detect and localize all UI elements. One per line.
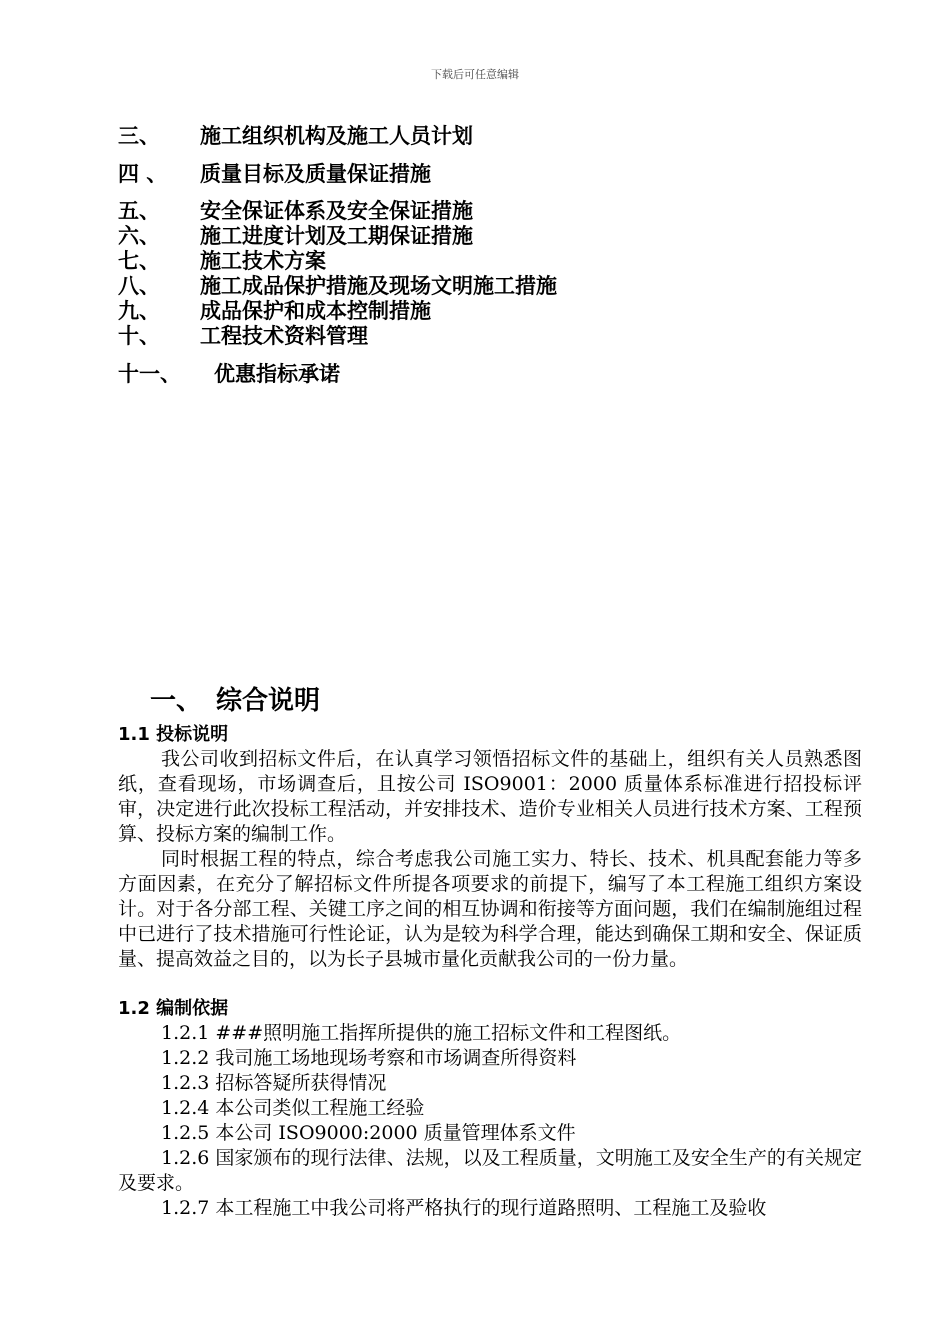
toc-number: 七、 bbox=[118, 249, 160, 273]
toc-item bbox=[118, 199, 473, 224]
toc-number: 三、 bbox=[118, 124, 160, 148]
list-item: 1.2.7 本工程施工中我公司将严格执行的现行道路照明、工程施工及验收 bbox=[161, 1197, 767, 1219]
list-item: 1.2.1 ###照明施工指挥所提供的施工招标文件和工程图纸。 bbox=[161, 1022, 682, 1044]
toc-number: 四 、 bbox=[118, 162, 168, 186]
toc-item bbox=[118, 224, 473, 249]
toc-number: 六、 bbox=[118, 224, 160, 248]
toc-title: 施工成品保护措施及现场文明施工措施 bbox=[200, 274, 557, 298]
page-header: 下载后可任意编辑 bbox=[431, 68, 519, 81]
toc-number: 八、 bbox=[118, 274, 160, 298]
paragraph: 我公司收到招标文件后，在认真学习领悟招标文件的基础上，组织有关人员熟悉图纸，查看现场，市场调查后，且按公司 ISO9001：2000 质量体系标准进行招投标评审，决定进行此次投标工程活动，并安排技术、造价专业相关人员进行技术方案、工程预算、投标方案的编制工作。 bbox=[118, 748, 862, 845]
toc-title: 工程技术资料管理 bbox=[200, 324, 368, 348]
toc-title: 成品保护和成本控制措施 bbox=[200, 299, 431, 323]
toc-number: 十一、 bbox=[118, 362, 181, 386]
list-item: 1.2.6 国家颁布的现行法律、法规，以及工程质量，文明施工及安全生产的有关规定及要求。 bbox=[118, 1147, 862, 1194]
toc-item bbox=[118, 274, 557, 299]
toc-item bbox=[118, 249, 326, 274]
toc-title: 施工进度计划及工期保证措施 bbox=[200, 224, 473, 248]
toc-title: 施工组织机构及施工人员计划 bbox=[200, 124, 473, 148]
section-heading: 综合说明 bbox=[216, 686, 321, 716]
toc-item bbox=[118, 362, 340, 387]
toc-title: 优惠指标承诺 bbox=[214, 362, 340, 386]
subsection-heading: 1.2 编制依据 bbox=[118, 998, 229, 1019]
toc-number: 九、 bbox=[118, 299, 160, 323]
toc-number: 十、 bbox=[118, 324, 160, 348]
list-item: 1.2.4 本公司类似工程施工经验 bbox=[161, 1097, 425, 1119]
list-item: 1.2.2 我司施工场地现场考察和市场调查所得资料 bbox=[161, 1047, 577, 1069]
toc-item bbox=[118, 299, 431, 324]
section-number: 一、 bbox=[150, 686, 203, 716]
list-item: 1.2.3 招标答疑所获得情况 bbox=[161, 1072, 387, 1094]
list-item: 1.2.5 本公司 ISO9000:2000 质量管理体系文件 bbox=[161, 1122, 576, 1144]
toc-title: 安全保证体系及安全保证措施 bbox=[200, 199, 473, 223]
section-title bbox=[150, 680, 320, 717]
toc-title: 施工技术方案 bbox=[200, 249, 326, 273]
toc-item bbox=[118, 124, 473, 149]
toc-item bbox=[118, 324, 368, 349]
subsection-heading: 1.1 投标说明 bbox=[118, 724, 229, 745]
paragraph: 同时根据工程的特点，综合考虑我公司施工实力、特长、技术、机具配套能力等多方面因素，在充分了解招标文件所提各项要求的前提下，编写了本工程施工组织方案设计。对于各分部工程、关键工序之间的相互协调和衔接等方面问题，我们在编制施组过程中已进行了技术措施可行性论证，认为是较为科学合理，能达到确保工期和安全、保证质量、提高效益之目的，以为长子县城市量化贡献我公司的一份力量。 bbox=[118, 848, 862, 970]
toc-item bbox=[118, 162, 431, 187]
toc-title: 质量目标及质量保证措施 bbox=[200, 162, 431, 186]
toc-number: 五、 bbox=[118, 199, 160, 223]
